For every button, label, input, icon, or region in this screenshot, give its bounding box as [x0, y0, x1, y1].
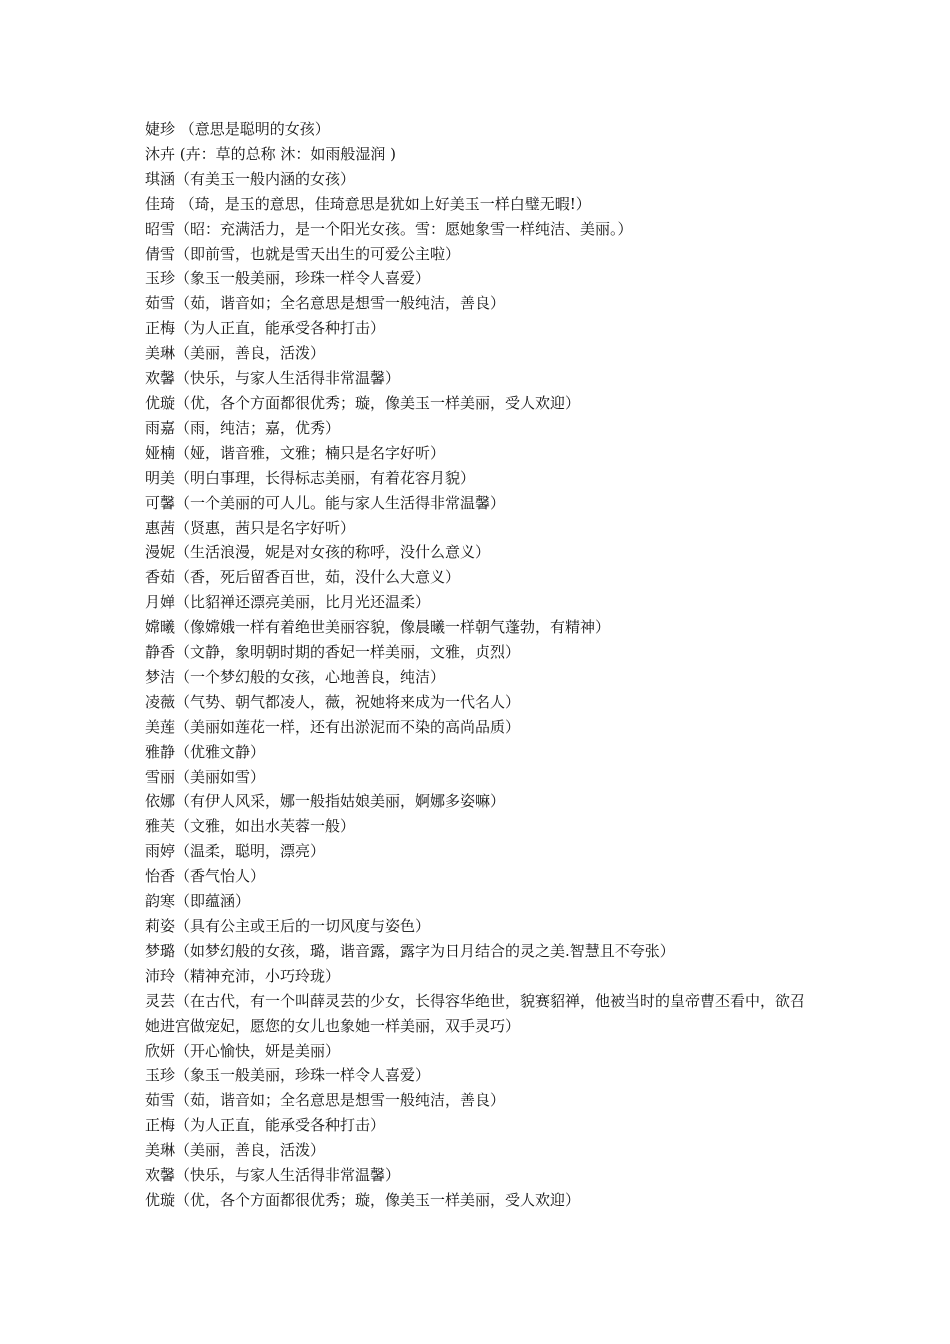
name-entry: 雨婷（温柔，聪明，漂亮）	[145, 842, 326, 861]
name-entry: 静香（文静，象明朝时期的香妃一样美丽，文雅，贞烈）	[145, 643, 521, 662]
name-entry: 正梅（为人正直，能承受各种打击）	[145, 319, 386, 338]
name-entry: 梦洁（一个梦幻般的女孩，心地善良，纯洁）	[145, 667, 446, 686]
name-entry: 月婵（比貂禅还漂亮美丽，比月光还温柔）	[145, 593, 431, 612]
name-entry: 昭雪（昭：充满活力，是一个阳光女孩。雪：愿她象雪一样纯洁、美丽。）	[145, 219, 633, 238]
name-entry: 沛玲（精神充沛，小巧玲珑）	[145, 966, 341, 985]
name-entry: 嫦曦（像嫦娥一样有着绝世美丽容貌，像晨曦一样朝气蓬勃，有精神）	[145, 618, 611, 637]
name-entry: 玉珍（象玉一般美丽，珍珠一样令人喜爱）	[145, 1066, 431, 1085]
name-entry: 雪丽（美丽如雪）	[145, 767, 266, 786]
name-entry: 梦璐（如梦幻般的女孩，璐，谐音露，露字为日月结合的灵之美.智慧且不夸张）	[145, 941, 675, 960]
name-entry: 正梅（为人正直，能承受各种打击）	[145, 1116, 386, 1135]
name-entry: 沐卉 (卉：草的总称 沐：如雨般湿润 )	[145, 144, 397, 163]
name-entry: 优璇（优，各个方面都很优秀；璇，像美玉一样美丽，受人欢迎）	[145, 1190, 581, 1209]
name-entry: 韵寒（即蕴涵）	[145, 892, 251, 911]
name-entry: 雅芙（文雅，如出水芙蓉一般）	[145, 817, 356, 836]
name-entry: 佳琦 （琦，是玉的意思，佳琦意思是犹如上好美玉一样白璧无暇!）	[145, 194, 591, 213]
name-entry: 可馨（一个美丽的可人儿。能与家人生活得非常温馨）	[145, 493, 506, 512]
name-entry: 欣妍（开心愉快，妍是美丽）	[145, 1041, 341, 1060]
name-entry: 香茹（香，死后留香百世，茹，没什么大意义）	[145, 568, 461, 587]
name-entry: 明美（明白事理，长得标志美丽，有着花容月貌）	[145, 468, 476, 487]
name-entry: 灵芸（在古代，有一个叫薛灵芸的少女，长得容华绝世，貌赛貂禅，他被当时的皇帝曹丕看中，欲召她进宫做宠妃，愿您的女儿也象她一样美丽，双手灵巧）	[145, 991, 806, 1035]
name-entry: 琪涵（有美玉一般内涵的女孩）	[145, 169, 356, 188]
name-entry: 美莲（美丽如莲花一样，还有出淤泥而不染的高尚品质）	[145, 717, 521, 736]
name-entry: 欢馨（快乐，与家人生活得非常温馨）	[145, 1166, 401, 1185]
name-entry: 欢馨（快乐，与家人生活得非常温馨）	[145, 369, 401, 388]
name-entry: 茹雪（茹，谐音如；全名意思是想雪一般纯洁，善良）	[145, 1091, 506, 1110]
name-entry: 婕珍 （意思是聪明的女孩）	[145, 120, 330, 138]
name-entry: 美琳（美丽，善良，活泼）	[145, 344, 326, 363]
name-entry: 怡香（香气怡人）	[145, 867, 266, 886]
name-list	[145, 117, 815, 1213]
name-entry: 莉姿（具有公主或王后的一切风度与姿色）	[145, 917, 431, 935]
name-entry: 美琳（美丽，善良，活泼）	[145, 1141, 326, 1160]
name-entry: 玉珍（象玉一般美丽，珍珠一样令人喜爱）	[145, 269, 431, 288]
name-entry: 漫妮（生活浪漫，妮是对女孩的称呼，没什么意义）	[145, 543, 491, 562]
name-entry: 倩雪（即前雪，也就是雪天出生的可爱公主啦）	[145, 244, 461, 263]
name-entry: 依娜（有伊人风采，娜一般指姑娘美丽，婀娜多姿嘛）	[145, 792, 506, 811]
name-entry: 惠茜（贤惠，茜只是名字好听）	[145, 518, 356, 537]
name-entry: 凌薇（气势、朝气都凌人，薇，祝她将来成为一代名人）	[145, 692, 521, 711]
name-entry: 雅静（优雅文静）	[145, 742, 266, 761]
name-entry: 雨嘉（雨，纯洁；嘉，优秀）	[145, 418, 341, 437]
name-entry: 娅楠（娅，谐音雅，文雅；楠只是名字好听）	[145, 443, 446, 462]
name-entry: 优璇（优，各个方面都很优秀；璇，像美玉一样美丽，受人欢迎）	[145, 393, 581, 412]
name-entry: 茹雪（茹，谐音如；全名意思是想雪一般纯洁，善良）	[145, 294, 506, 313]
